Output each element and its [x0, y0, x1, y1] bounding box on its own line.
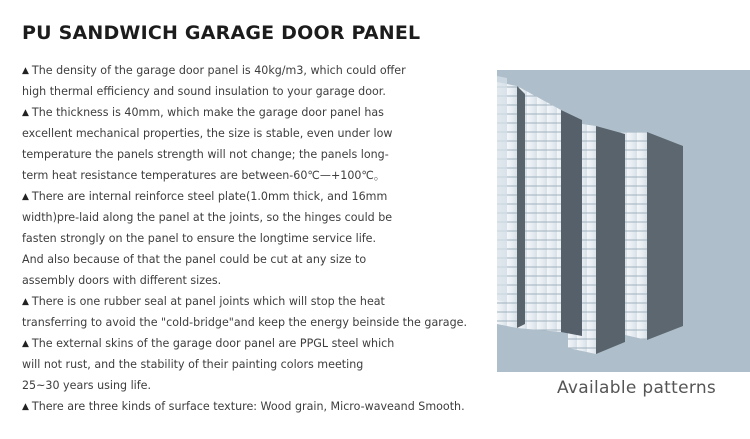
description-line: term heat resistance temperatures are between-60℃—+100℃。 [22, 169, 385, 182]
description-line: will not rust, and the stability of their painting colors meeting [22, 358, 364, 371]
triangle-bullet-icon: ▲ [22, 192, 29, 202]
triangle-bullet-icon: ▲ [22, 402, 29, 412]
garage-panel-sample [621, 132, 683, 340]
triangle-bullet-icon: ▲ [22, 339, 29, 349]
description-line: ▲ There is one rubber seal at panel joints which will stop the heat [22, 295, 385, 308]
triangle-bullet-icon: ▲ [22, 108, 29, 118]
description-line: assembly doors with different sizes. [22, 274, 222, 287]
description-text [22, 60, 497, 417]
page-title: PU SANDWICH GARAGE DOOR PANEL [22, 22, 421, 44]
image-caption: Available patterns [557, 378, 717, 398]
panel-samples-image [497, 70, 750, 372]
description-line: excellent mechanical properties, the size is stable, even under low [22, 127, 393, 140]
garage-panel-sample [517, 86, 582, 336]
triangle-bullet-icon: ▲ [22, 297, 29, 307]
description-line: high thermal efficiency and sound insulation to your garage door. [22, 85, 386, 98]
description-line: ▲ The density of the garage door panel is 40kg/m3, which could offer [22, 64, 406, 77]
description-line: temperature the panels strength will not change; the panels long- [22, 148, 389, 161]
triangle-bullet-icon: ▲ [22, 66, 29, 76]
description-line: ▲ There are three kinds of surface texture: Wood grain, Micro-waveand Smooth. [22, 400, 465, 413]
description-line: width)pre-laid along the panel at the joints, so the hinges could be [22, 211, 393, 224]
description-line: ▲ The thickness is 40mm, which make the garage door panel has [22, 106, 384, 119]
description-line: transferring to avoid the "cold-bridge"and keep the energy beinside the garage. [22, 316, 467, 329]
description-line: 25~30 years using life. [22, 379, 152, 392]
description-line: And also because of that the panel could be cut at any size to [22, 253, 367, 266]
description-line: ▲ The external skins of the garage door panel are PPGL steel which [22, 337, 395, 350]
description-line: ▲ There are internal reinforce steel plate(1.0mm thick, and 16mm [22, 190, 388, 203]
description-line: fasten strongly on the panel to ensure the longtime service life. [22, 232, 377, 245]
